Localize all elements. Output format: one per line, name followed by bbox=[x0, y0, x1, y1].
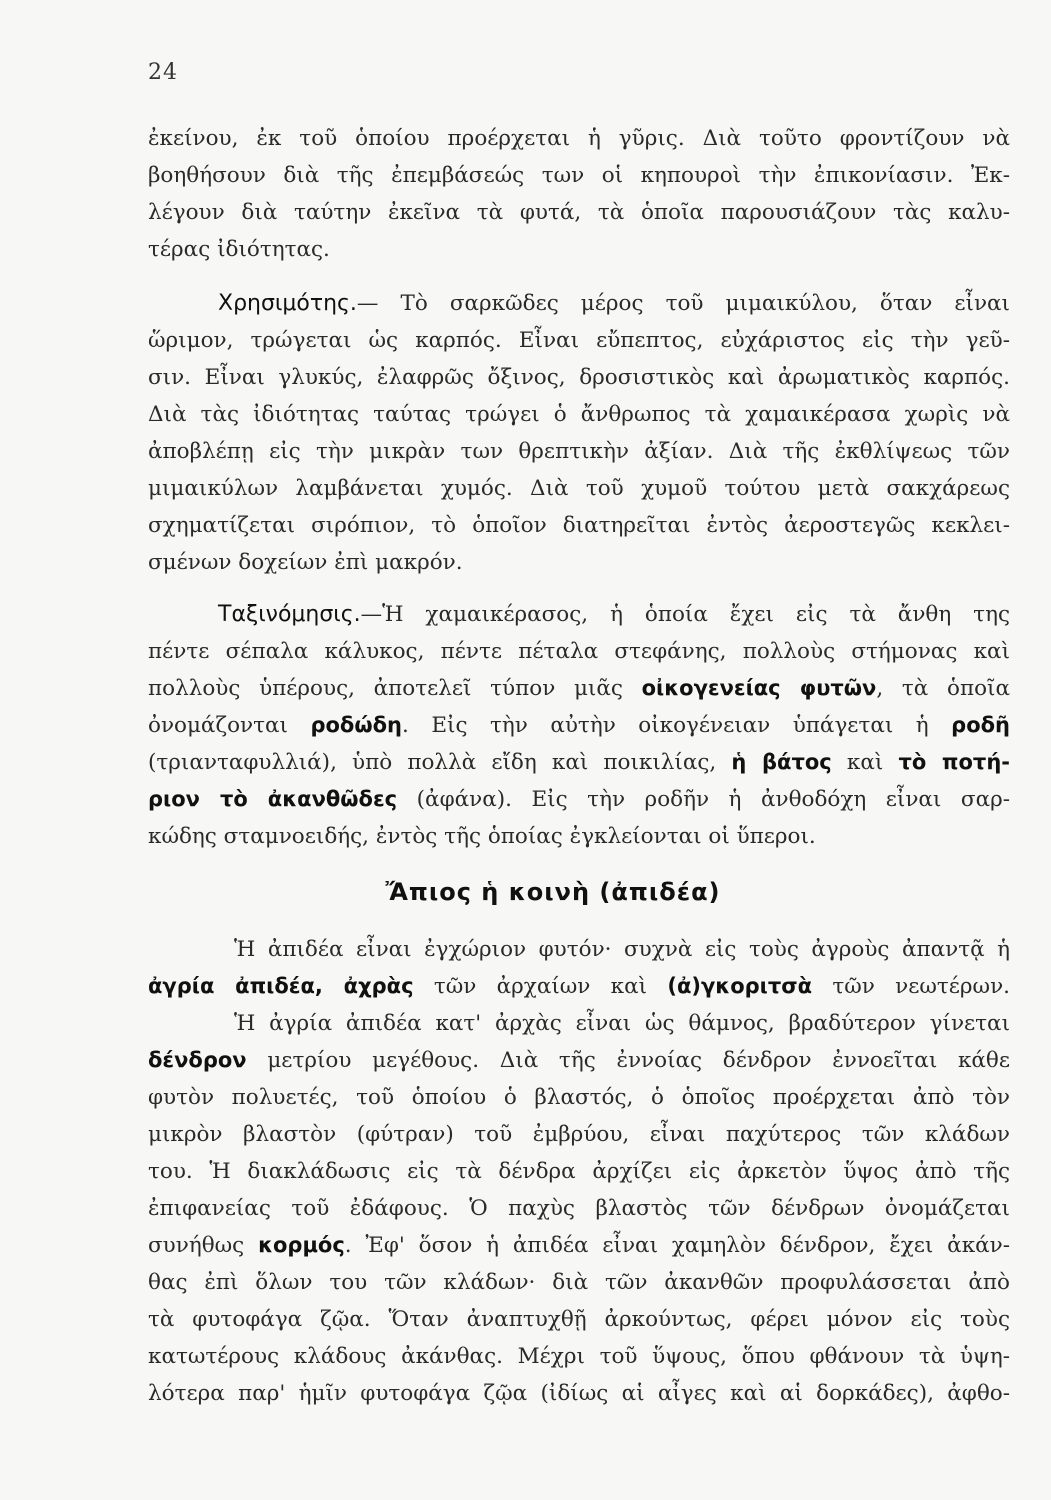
bold-term: κορμός bbox=[258, 1233, 345, 1257]
bold-term: ροδῆ bbox=[951, 713, 1011, 737]
text-fragment: συνήθως bbox=[148, 1233, 259, 1258]
text-line bbox=[148, 285, 1010, 322]
text-line: λότερα παρ' ἡμῖν φυτοφάγα ζῷα (ἰδίως αἱ αἶγες καὶ αἱ δορκάδες), ἀφθο- bbox=[148, 1381, 1010, 1406]
text-line bbox=[148, 968, 1010, 1005]
text-line: θας ἐπὶ ὅλων του τῶν κλάδων· διὰ τῶν ἀκανθῶν προφυλάσσεται ἀπὸ bbox=[148, 1270, 1010, 1295]
text-line bbox=[148, 670, 1010, 707]
text-fragment: ὀνομάζονται bbox=[148, 713, 311, 738]
page-number: 24 bbox=[148, 60, 178, 85]
text-fragment: (τριανταφυλλιά), ὑπὸ πολλὰ εἴδη καὶ ποικιλίας, bbox=[148, 750, 732, 775]
text-line: του. Ἡ διακλάδωσις εἰς τὰ δένδρα ἀρχίζει εἰς ἀρκετὸν ὕψος ἀπὸ τῆς bbox=[148, 1159, 1010, 1184]
text-line: σχηματίζεται σιρόπιον, τὸ ὁποῖον διατηρεῖται ἐντὸς ἀεροστεγῶς κεκλει- bbox=[148, 513, 1010, 538]
bold-term: ἡ βάτος bbox=[731, 750, 832, 774]
text-line: βοηθήσουν διὰ τῆς ἐπεμβάσεώς των οἱ κηπουροὶ τὴν ἐπικονίασιν. Ἐκ- bbox=[148, 163, 1010, 188]
text-line: Ἡ ἀπιδέα εἶναι ἐγχώριον φυτόν· συχνὰ εἰς τοὺς ἀγροὺς ἀπαντᾷ ἡ bbox=[234, 937, 1010, 962]
bold-term: (ἀ)γκοριτσὰ bbox=[667, 974, 813, 998]
text-fragment: —Ἡ χαμαικέρασος, ἡ ὁποία ἔχει εἰς τὰ ἄνθη της bbox=[360, 602, 1010, 627]
text-fragment: πολλοὺς ὑπέρους, ἀποτελεῖ τύπον μιᾶς bbox=[148, 676, 642, 701]
text-line: μικρὸν βλαστὸν (φύτραν) τοῦ ἐμβρύου, εἶναι παχύτερος τῶν κλάδων bbox=[148, 1122, 1010, 1147]
paragraph-pollination bbox=[148, 120, 1010, 268]
text-fragment: καὶ bbox=[831, 750, 899, 775]
paragraph-usefulness bbox=[148, 285, 1010, 581]
bold-term: ροδώδη bbox=[310, 713, 402, 737]
section-label-usefulness: Χρησιμότης. bbox=[218, 291, 357, 316]
text-line: κώδης σταμνοειδής, ἐντὸς τῆς ὁποίας ἐγκλείονται οἱ ὕπεροι. bbox=[148, 824, 816, 849]
text-line: ὥριμον, τρώγεται ὡς καρπός. Εἶναι εὔπεπτος, εὐχάριστος εἰς τὴν γεῦ- bbox=[148, 328, 1010, 353]
text-line bbox=[148, 707, 1010, 744]
text-fragment: μετρίου μεγέθους. Διὰ τῆς ἐννοίας δένδρον ἐννοεῖται κάθε bbox=[246, 1048, 1010, 1073]
text-fragment: τῶν ἀρχαίων καὶ bbox=[413, 974, 668, 999]
text-line: Ἡ ἀγρία ἀπιδέα κατ' ἀρχὰς εἶναι ὡς θάμνος, βραδύτερον γίνεται bbox=[234, 1011, 1010, 1036]
text-line: Διὰ τὰς ἰδιότητας ταύτας τρώγει ὁ ἄνθρωπος τὰ χαμαικέρασα χωρὶς νὰ bbox=[148, 402, 1010, 427]
text-fragment: (ἀφάνα). Εἰς τὴν ροδῆν ἡ ἀνθοδόχη εἶναι σαρ- bbox=[397, 787, 1010, 812]
bold-term: ἀγρία ἀπιδέα, ἀχρὰς bbox=[148, 974, 414, 998]
text-fragment: , τὰ ὁποῖα bbox=[876, 676, 1010, 701]
text-line: ἐκείνου, ἐκ τοῦ ὁποίου προέρχεται ἡ γῦρις. Διὰ τοῦτο φροντίζουν νὰ bbox=[148, 126, 1010, 151]
text-line: ἀποβλέπῃ εἰς τὴν μικρὰν των θρεπτικὴν ἀξίαν. Διὰ τῆς ἐκθλίψεως τῶν bbox=[148, 439, 1010, 464]
text-line: σμένων δοχείων ἐπὶ μακρόν. bbox=[148, 550, 463, 575]
bold-term: τὸ ποτή- bbox=[898, 750, 1011, 774]
text-line bbox=[148, 744, 1010, 781]
text-line bbox=[148, 1227, 1010, 1264]
text-fragment: — Τὸ σαρκῶδες μέρος τοῦ μιμαικύλου, ὅταν εἶναι bbox=[356, 291, 1010, 316]
text-line: σιν. Εἶναι γλυκύς, ἐλαφρῶς ὄξινος, δροσιστικὸς καὶ ἀρωματικὸς καρπός. bbox=[148, 365, 1010, 390]
text-line: πέντε σέπαλα κάλυκος, πέντε πέταλα στεφάνης, πολλοὺς στήμονας καὶ bbox=[148, 639, 1010, 664]
text-line bbox=[148, 596, 1010, 633]
bold-term: ριον τὸ ἀκανθῶδες bbox=[148, 787, 398, 811]
text-line: ἐπιφανείας τοῦ ἐδάφους. Ὁ παχὺς βλαστὸς τῶν δένδρων ὀνομάζεται bbox=[148, 1196, 1010, 1221]
text-line: μιμαικύλων λαμβάνεται χυμός. Διὰ τοῦ χυμοῦ τούτου μετὰ σακχάρεως bbox=[148, 476, 1010, 501]
bold-term: οἰκογενείας φυτῶν bbox=[641, 676, 877, 700]
section-heading: Ἄπιος ἡ κοινὴ (ἀπιδέα) bbox=[385, 878, 721, 906]
text-fragment: . Ἐφ' ὅσον ἡ ἀπιδέα εἶναι χαμηλὸν δένδρον, ἔχει ἀκάν- bbox=[344, 1233, 1010, 1258]
text-line: τέρας ἰδιότητας. bbox=[148, 237, 330, 262]
text-line bbox=[148, 1042, 1010, 1079]
section-label-classification: Ταξινόμησις. bbox=[218, 602, 361, 627]
text-fragment: . Εἰς τὴν αὐτὴν οἰκογένειαν ὑπάγεται ἡ bbox=[402, 713, 952, 738]
text-fragment: τῶν νεωτέρων. bbox=[812, 974, 1010, 999]
text-line: τὰ φυτοφάγα ζῷα. Ὅταν ἀναπτυχθῇ ἀρκούντως, φέρει μόνον εἰς τοὺς bbox=[148, 1307, 1010, 1332]
paragraph-classification bbox=[148, 596, 1010, 855]
bold-term: δένδρον bbox=[148, 1048, 247, 1072]
text-line: κατωτέρους κλάδους ἀκάνθας. Μέχρι τοῦ ὕψους, ὅπου φθάνουν τὰ ὑψη- bbox=[148, 1344, 1010, 1369]
paragraph-pear-tree bbox=[148, 931, 1010, 1412]
text-line: φυτὸν πολυετές, τοῦ ὁποίου ὁ βλαστός, ὁ ὁποῖος προέρχεται ἀπὸ τὸν bbox=[148, 1085, 1010, 1110]
text-line bbox=[148, 781, 1010, 818]
text-line: λέγουν διὰ ταύτην ἐκεῖνα τὰ φυτά, τὰ ὁποῖα παρουσιάζουν τὰς καλυ- bbox=[148, 200, 1010, 225]
